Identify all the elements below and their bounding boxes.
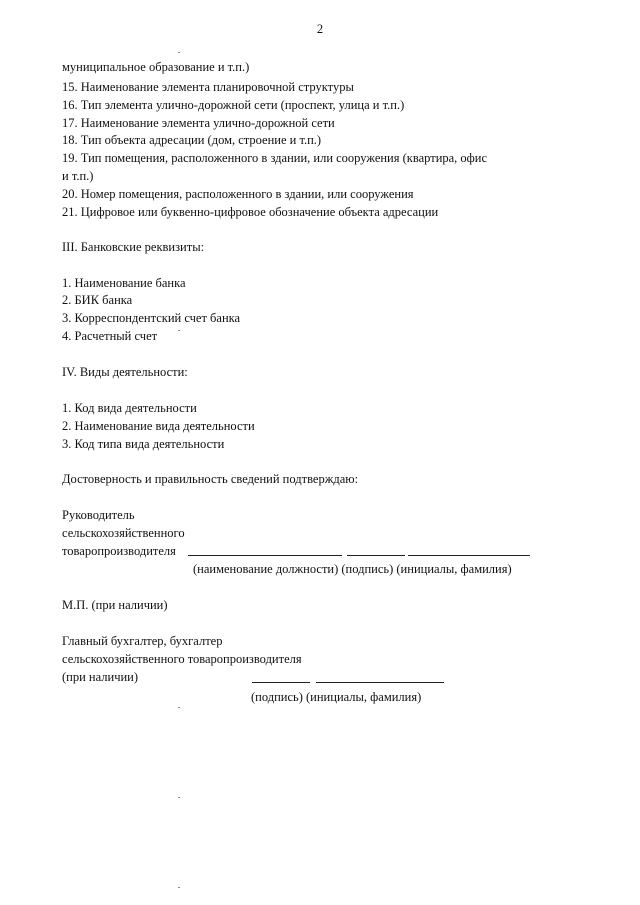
confirmation-text: Достоверность и правильность сведений подтверждаю: <box>62 472 359 486</box>
head-signature-caption: (наименование должности) (подпись) (инициалы, фамилия) <box>193 562 512 576</box>
page-number: 2 <box>316 22 324 36</box>
activity-item: 3. Код типа вида деятельности <box>62 437 225 451</box>
name-signature-line <box>408 555 530 556</box>
address-item: 18. Тип объекта адресации (дом, строение и т.п.) <box>62 133 322 147</box>
bank-item: 2. БИК банка <box>62 293 133 307</box>
address-item: 20. Номер помещения, расположенного в здании, или сооружения <box>62 187 414 201</box>
address-item: и т.п.) <box>62 169 94 183</box>
accountant-signature-caption: (подпись) (инициалы, фамилия) <box>251 690 422 704</box>
head-title-line: Руководитель <box>62 508 135 522</box>
address-item: 19. Тип помещения, расположенного в здании, или сооружения (квартира, офис <box>62 151 488 165</box>
accountant-title-line: (при наличии) <box>62 670 139 684</box>
scan-speck <box>178 887 180 888</box>
address-item: 15. Наименование элемента планировочной структуры <box>62 80 354 94</box>
scan-speck <box>178 330 180 331</box>
address-item: 16. Тип элемента улично-дорожной сети (проспект, улица и т.п.) <box>62 98 405 112</box>
address-item: 17. Наименование элемента улично-дорожной сети <box>62 116 335 130</box>
scan-speck <box>178 52 180 53</box>
address-item: муниципальное образование и т.п.) <box>62 60 250 74</box>
head-title-line: сельскохозяйственного <box>62 526 185 540</box>
accountant-signature-line <box>252 682 310 683</box>
activity-section-heading: IV. Виды деятельности: <box>62 365 188 379</box>
head-title-line: товаропроизводителя <box>62 544 176 558</box>
address-item: 21. Цифровое или буквенно-цифровое обозначение объекта адресации <box>62 205 439 219</box>
accountant-title-line: Главный бухгалтер, бухгалтер <box>62 634 223 648</box>
accountant-title-line: сельскохозяйственного товаропроизводителя <box>62 652 302 666</box>
activity-item: 1. Код вида деятельности <box>62 401 197 415</box>
activity-item: 2. Наименование вида деятельности <box>62 419 255 433</box>
position-signature-line <box>188 555 342 556</box>
signature-line <box>347 555 405 556</box>
seal-text: М.П. (при наличии) <box>62 598 168 612</box>
scan-speck <box>178 707 180 708</box>
bank-item: 1. Наименование банка <box>62 276 186 290</box>
scan-speck <box>178 797 180 798</box>
bank-section-heading: III. Банковские реквизиты: <box>62 240 205 254</box>
bank-item: 4. Расчетный счет <box>62 329 158 343</box>
accountant-name-line <box>316 682 444 683</box>
bank-item: 3. Корреспондентский счет банка <box>62 311 241 325</box>
